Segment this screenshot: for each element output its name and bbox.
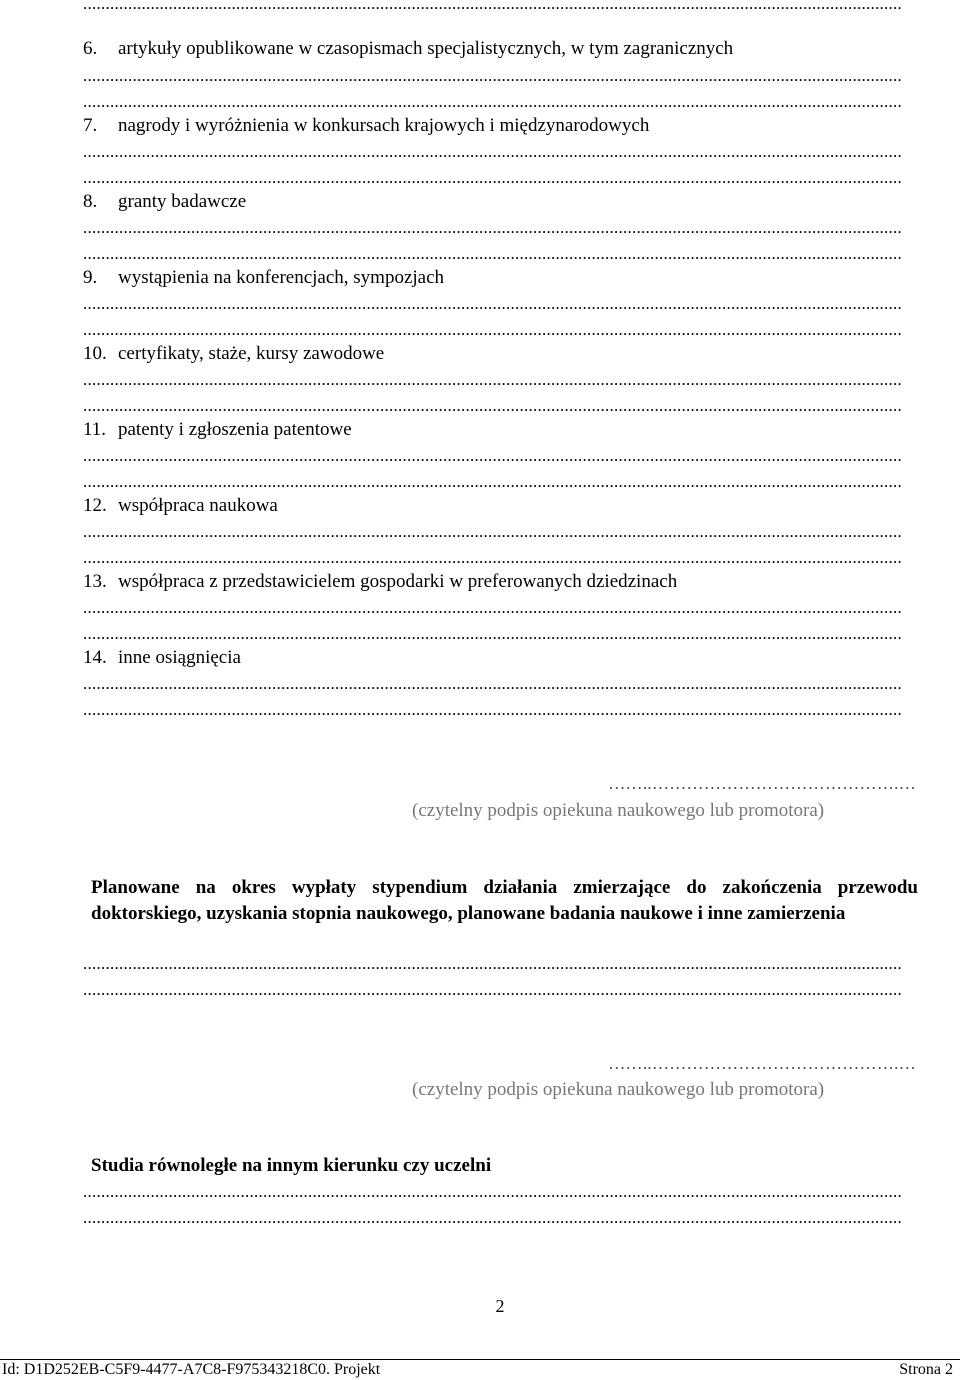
dotted-line: ...................................................................................................................................................................................... (83, 954, 902, 973)
list-item-13 (83, 571, 677, 593)
list-item-7 (83, 115, 649, 137)
list-item-8 (83, 191, 246, 213)
dotted-line: ...................................................................................................................................................................................... (83, 396, 902, 415)
item-label: certyfikaty, staże, kursy zawodowe (118, 343, 385, 364)
item-number: 12. (83, 495, 107, 516)
dotted-line: ...................................................................................................................................................................................... (83, 472, 902, 491)
dotted-line: ...................................................................................................................................................................................... (83, 598, 902, 617)
list-item-10 (83, 343, 384, 365)
item-label: współpraca naukowa (118, 495, 278, 516)
dotted-line: ...................................................................................................................................................................................... (83, 218, 902, 237)
footer-divider (0, 1359, 960, 1360)
item-label: granty badawcze (118, 191, 247, 212)
item-number: 7. (83, 115, 98, 136)
list-item-11 (83, 419, 352, 441)
dotted-line: ...................................................................................................................................................................................... (83, 674, 902, 693)
item-number: 10. (83, 343, 107, 364)
item-number: 6. (83, 38, 98, 59)
parallel-studies-heading: Studia równoległe na innym kierunku czy uczelni (91, 1155, 492, 1176)
dotted-line: ...................................................................................................................................................................................... (83, 142, 902, 161)
dotted-line: ...................................................................................................................................................................................... (83, 92, 902, 111)
dotted-line: ...................................................................................................................................................................................... (83, 294, 902, 313)
dotted-line: ...................................................................................................................................................................................... (83, 0, 902, 13)
dotted-line: ...................................................................................................................................................................................... (83, 244, 902, 263)
dotted-line: ...................................................................................................................................................................................... (83, 168, 902, 187)
dotted-line: ...................................................................................................................................................................................... (83, 370, 902, 389)
list-item-9 (83, 267, 444, 289)
item-label: artykuły opublikowane w czasopismach specjalistycznych, w tym zagranicznych (118, 38, 734, 59)
item-number: 9. (83, 267, 98, 288)
list-item-12 (83, 495, 278, 517)
dotted-line: ...................................................................................................................................................................................... (83, 66, 902, 85)
footer-page-label: Strona 2 (899, 1361, 953, 1378)
item-number: 8. (83, 191, 98, 212)
signature-line: ……..…………………………………….… (608, 774, 916, 793)
footer-document-id: Id: D1D252EB-C5F9-4477-A7C8-F975343218C0. Projekt (2, 1361, 381, 1378)
item-label: wystąpienia na konferencjach, sympozjach (118, 267, 445, 288)
page-number: 2 (495, 1296, 505, 1316)
dotted-line: ...................................................................................................................................................................................... (83, 548, 902, 567)
dotted-line: ...................................................................................................................................................................................... (83, 700, 902, 719)
dotted-line: ...................................................................................................................................................................................... (83, 1182, 902, 1201)
item-label: nagrody i wyróżnienia w konkursach krajowych i międzynarodowych (118, 115, 650, 136)
list-item-6 (83, 38, 733, 60)
planned-activities-heading: Planowane na okres wypłaty stypendium działania zmierzające do zakończenia przewodu doktorskiego, uzyskania stopnia naukowego, planowane badania naukowe i inne zamierzenia (91, 877, 918, 924)
list-item-14 (83, 647, 241, 669)
dotted-line: ...................................................................................................................................................................................... (83, 980, 902, 999)
item-label: patenty i zgłoszenia patentowe (118, 419, 352, 440)
item-number: 13. (83, 571, 107, 592)
item-number: 14. (83, 647, 107, 668)
signature-label: (czytelny podpis opiekuna naukowego lub promotora) (412, 800, 825, 821)
dotted-line: ...................................................................................................................................................................................... (83, 624, 902, 643)
item-label: inne osiągnięcia (118, 647, 241, 668)
item-number: 11. (83, 419, 107, 440)
signature-label: (czytelny podpis opiekuna naukowego lub promotora) (412, 1079, 825, 1100)
dotted-line: ...................................................................................................................................................................................... (83, 1208, 902, 1227)
dotted-line: ...................................................................................................................................................................................... (83, 320, 902, 339)
item-label: współpraca z przedstawicielem gospodarki w preferowanych dziedzinach (118, 571, 678, 592)
dotted-line: ...................................................................................................................................................................................... (83, 446, 902, 465)
signature-line: ……..…………………………………….… (608, 1054, 916, 1073)
dotted-line: ...................................................................................................................................................................................... (83, 522, 902, 541)
